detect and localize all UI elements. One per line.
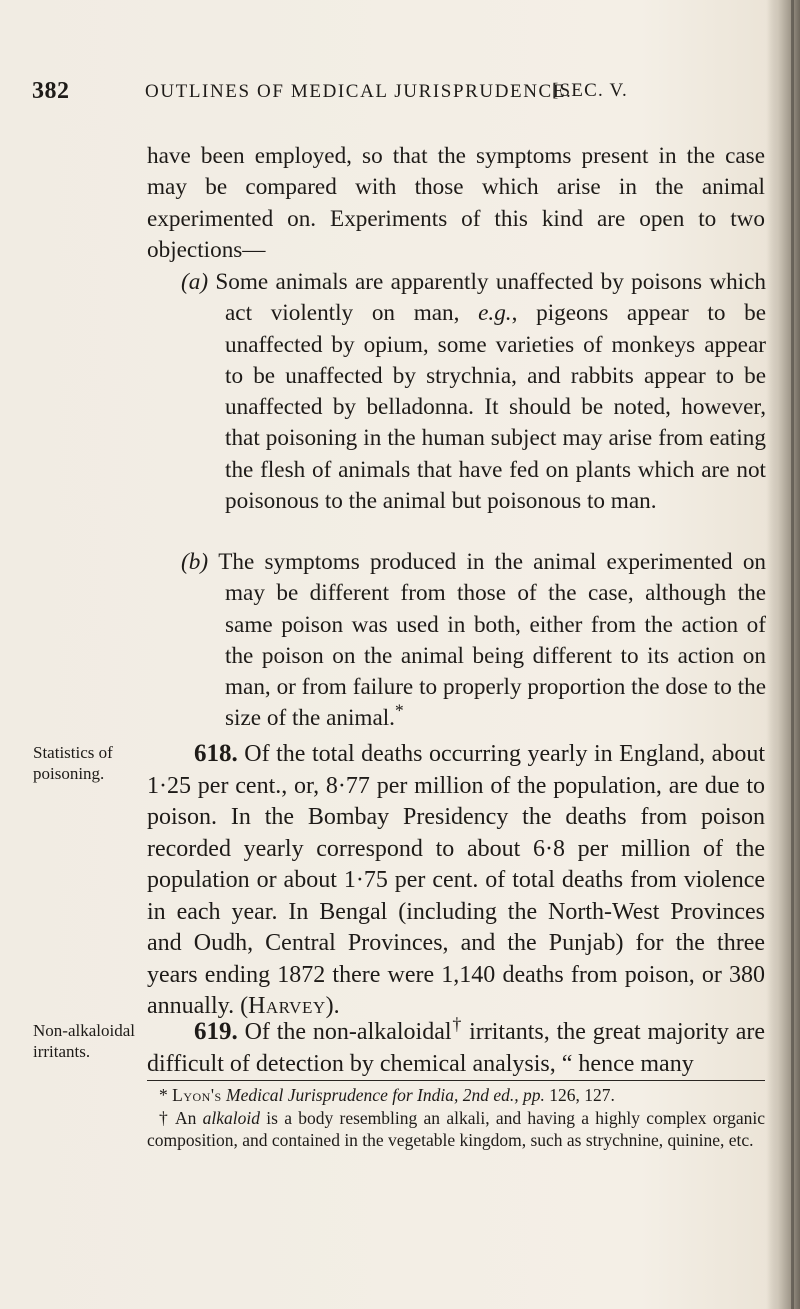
objection-a-text-2: , pigeons appear to be unaffected by opium, some varieties of monkeys appear to be unaffected by strychnia, and rabbits appear to be unaffected by belladonna. It should be noted, however, that poisoning in the human subject may arise from eating the flesh of animals that have fed on plants which are not poisonous to the animal but poisonous to man. — [225, 300, 766, 515]
objection-a — [181, 267, 766, 517]
section-619-text-1: Of the non-alkaloidal — [244, 1019, 452, 1045]
footnote-1-author: Lyon's — [172, 1085, 222, 1105]
footnote-2-text-2: is a body resembling an alkali, and having a highly complex organic composition, and contained in the vegetable kingdom, such as strychnine, quinine, etc. — [147, 1107, 765, 1150]
section-619 — [147, 1016, 765, 1080]
sidenote-non-alkaloidal: Non-alkaloidal irritants. — [33, 1021, 135, 1061]
footnote-2-term: alkaloid — [202, 1107, 260, 1128]
sidenote-statistics: Statistics of poisoning. — [33, 743, 113, 783]
running-section: [SEC. V. — [552, 80, 628, 101]
footnote-1-pages: 126, 127. — [544, 1085, 615, 1105]
page-number: 382 — [32, 78, 70, 104]
book-spine-shadow — [766, 0, 800, 1309]
footnote-1-mark: * — [159, 1085, 168, 1105]
objection-a-eg: e.g. — [478, 300, 512, 327]
intro-paragraph — [147, 141, 765, 266]
section-618-author: Harvey — [248, 993, 326, 1019]
footnote-1-book: Medical Jurisprudence for India, 2nd ed., pp. — [226, 1085, 545, 1105]
footnote-1 — [147, 1084, 765, 1107]
objection-b-text: The symptoms produced in the animal experimented on may be different from those of the case, although the same poison was used in both, either from the action of the poison on the animal being different to its action on man, or from failure to properly proportion the dose to the size of the animal. — [218, 549, 767, 732]
section-618 — [147, 738, 765, 1023]
objection-b-letter: (b) — [181, 549, 209, 575]
footnotes — [147, 1084, 765, 1152]
footnote-2-mark: † — [159, 1107, 170, 1128]
objection-a-letter: (a) — [181, 269, 209, 295]
footnote-mark-dagger: † — [451, 1014, 463, 1034]
objection-b — [181, 547, 766, 735]
section-618-text-2: ). — [325, 993, 340, 1019]
running-head — [32, 78, 748, 112]
section-619-text-2: irritants, the great majority are difficult of detection by chemical analysis, “ hence many — [147, 1019, 765, 1077]
intro-text: have been employed, so that the symptoms present in the case may be compared with those which arise in the animal experimented on. Experiments of this kind are open to two objections— — [147, 143, 765, 263]
footnote-rule — [147, 1080, 765, 1081]
footnote-2 — [147, 1107, 765, 1152]
footnote-mark-asterisk: * — [394, 700, 404, 721]
running-title: OUTLINES OF MEDICAL JURISPRUDENCE. — [145, 81, 573, 102]
objection-a-text-1: Some animals are apparently unaffected by poisons which act violently on man, — [215, 269, 767, 327]
section-619-number: 619. — [194, 1018, 238, 1045]
footnote-2-text-1: An — [169, 1107, 203, 1128]
section-618-number: 618. — [194, 740, 238, 767]
section-618-text-1: Of the total deaths occurring yearly in England, about 1·25 per cent., or, 8·77 per million of the population, are due to poison. In the Bombay Presidency the deaths from poison recorded yearly correspond to about 6·8 per million of the population or about 1·75 per cent. of total deaths from violence in each year. In Bengal (including the North-West Provinces and Oudh, Central Provinces, and the Punjab) for the three years ending 1872 there were 1,140 deaths from poison, or 380 annually. ( — [147, 741, 765, 1019]
